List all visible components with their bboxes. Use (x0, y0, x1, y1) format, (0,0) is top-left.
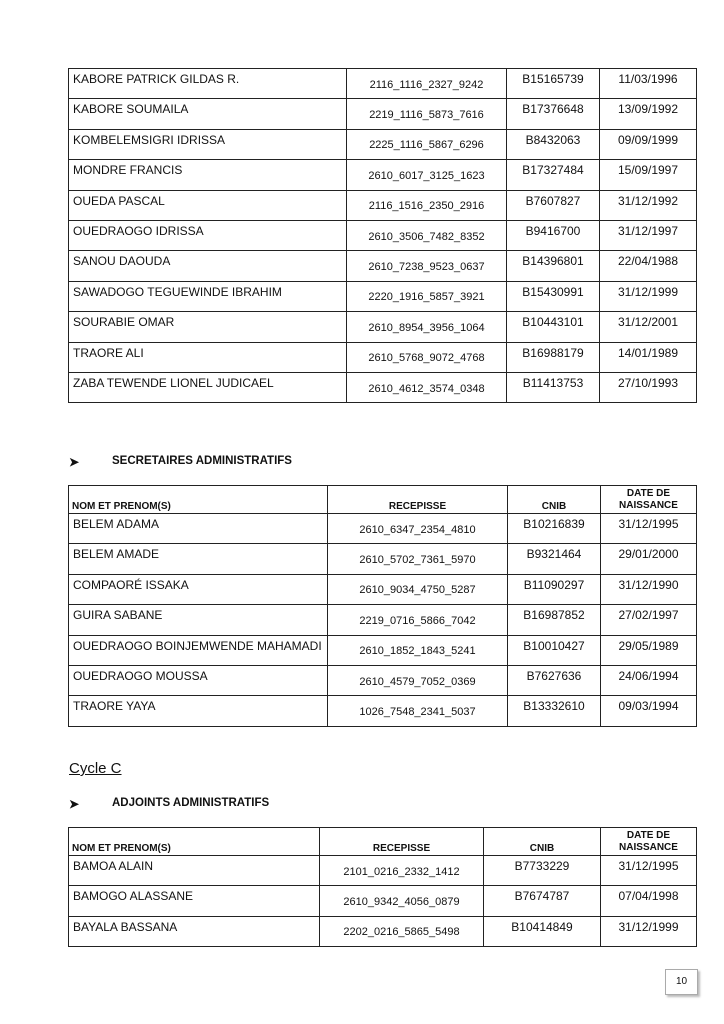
cell-name: SOURABIE OMAR (69, 312, 347, 342)
header-date-line2: NAISSANCE (619, 842, 678, 853)
cell-recepisse: 1026_7548_2341_5037 (328, 696, 508, 726)
header-date (601, 486, 697, 514)
candidates-table-1 (68, 68, 697, 403)
cell-date: 31/12/1990 (601, 574, 697, 604)
cell-recepisse: 2610_8954_3956_1064 (347, 312, 507, 342)
cell-name: GUIRA SABANE (69, 605, 328, 635)
cell-recepisse: 2116_1516_2350_2916 (347, 190, 507, 220)
cell-recepisse: 2610_4612_3574_0348 (347, 372, 507, 402)
cell-cnib: B9321464 (508, 544, 601, 574)
table-row (69, 372, 697, 402)
cell-name: BAYALA BASSANA (69, 916, 320, 946)
table-row (69, 342, 697, 372)
cell-date: 31/12/1999 (600, 281, 697, 311)
cell-name: BELEM ADAMA (69, 514, 328, 544)
cell-date: 31/12/1995 (601, 514, 697, 544)
cell-date: 11/03/1996 (600, 69, 697, 99)
header-cnib: CNIB (484, 828, 601, 856)
cell-date: 24/06/1994 (601, 665, 697, 695)
header-date-line2: NAISSANCE (619, 500, 678, 511)
cell-cnib: B10414849 (484, 916, 601, 946)
cell-name: BAMOGO ALASSANE (69, 886, 320, 916)
cell-cnib: B7607827 (507, 190, 600, 220)
cell-name: KOMBELEMSIGRI IDRISSA (69, 129, 347, 159)
cell-date: 14/01/1989 (600, 342, 697, 372)
cell-recepisse: 2202_0216_5865_5498 (320, 916, 484, 946)
table-row (69, 99, 697, 129)
cell-date: 31/12/1999 (601, 916, 697, 946)
cell-cnib: B8432063 (507, 129, 600, 159)
cell-date: 29/01/2000 (601, 544, 697, 574)
cell-recepisse: 2610_4579_7052_0369 (328, 665, 508, 695)
section-title: ADJOINTS ADMINISTRATIFS (112, 797, 270, 809)
table-body (69, 856, 697, 947)
table-row (69, 605, 697, 635)
cell-cnib: B7674787 (484, 886, 601, 916)
cell-recepisse: 2610_5702_7361_5970 (328, 544, 508, 574)
table-body (69, 514, 697, 727)
adjoints-table (68, 827, 697, 947)
cell-recepisse: 2219_0716_5866_7042 (328, 605, 508, 635)
cell-cnib: B16988179 (507, 342, 600, 372)
cell-recepisse: 2610_3506_7482_8352 (347, 220, 507, 250)
cell-cnib: B11090297 (508, 574, 601, 604)
cell-name: SANOU DAOUDA (69, 251, 347, 281)
table-row (69, 69, 697, 99)
cell-name: OUEDA PASCAL (69, 190, 347, 220)
cell-recepisse: 2225_1116_5867_6296 (347, 129, 507, 159)
bullet-arrow-icon: ➤ (69, 455, 80, 469)
table-row (69, 160, 697, 190)
table-row (69, 312, 697, 342)
cell-name: BAMOA ALAIN (69, 856, 320, 886)
table-row (69, 635, 697, 665)
cell-recepisse: 2610_9034_4750_5287 (328, 574, 508, 604)
cell-recepisse: 2610_6347_2354_4810 (328, 514, 508, 544)
table-row (69, 665, 697, 695)
header-cnib: CNIB (508, 486, 601, 514)
cell-date: 31/12/1997 (600, 220, 697, 250)
cell-name: TRAORE YAYA (69, 696, 328, 726)
cell-date: 07/04/1998 (601, 886, 697, 916)
cell-cnib: B14396801 (507, 251, 600, 281)
header-recepisse: RECEPISSE (320, 828, 484, 856)
cell-date: 31/12/1995 (601, 856, 697, 886)
cell-recepisse: 2116_1116_2327_9242 (347, 69, 507, 99)
table-row (69, 696, 697, 726)
table-header (69, 486, 697, 514)
header-name: NOM ET PRENOM(S) (69, 828, 320, 856)
cell-recepisse: 2610_1852_1843_5241 (328, 635, 508, 665)
cell-date: 31/12/1992 (600, 190, 697, 220)
cell-cnib: B15430991 (507, 281, 600, 311)
cell-date: 22/04/1988 (600, 251, 697, 281)
header-date (601, 828, 697, 856)
cell-name: ZABA TEWENDE LIONEL JUDICAEL (69, 372, 347, 402)
page-number: 10 (665, 969, 698, 995)
section-title: SECRETAIRES ADMINISTRATIFS (112, 455, 292, 467)
cell-recepisse: 2610_7238_9523_0637 (347, 251, 507, 281)
cell-date: 31/12/2001 (600, 312, 697, 342)
table-row (69, 220, 697, 250)
cell-cnib: B10443101 (507, 312, 600, 342)
secretaires-table (68, 485, 697, 727)
cell-date: 15/09/1997 (600, 160, 697, 190)
header-date-line1: DATE DE (626, 488, 671, 499)
cell-name: MONDRE FRANCIS (69, 160, 347, 190)
cell-name: KABORE PATRICK GILDAS R. (69, 69, 347, 99)
cell-date: 09/09/1999 (600, 129, 697, 159)
cell-cnib: B10010427 (508, 635, 601, 665)
cell-recepisse: 2219_1116_5873_7616 (347, 99, 507, 129)
cell-name: OUEDRAOGO BOINJEMWENDE MAHAMADI (69, 635, 328, 665)
cell-name: COMPAORÉ ISSAKA (69, 574, 328, 604)
table-row (69, 544, 697, 574)
cell-cnib: B7627636 (508, 665, 601, 695)
cell-name: KABORE SOUMAILA (69, 99, 347, 129)
header-date-line1: DATE DE (626, 830, 671, 841)
cell-recepisse: 2610_6017_3125_1623 (347, 160, 507, 190)
cell-cnib: B13332610 (508, 696, 601, 726)
table-row (69, 514, 697, 544)
cell-name: SAWADOGO TEGUEWINDE IBRAHIM (69, 281, 347, 311)
cell-date: 27/10/1993 (600, 372, 697, 402)
cell-cnib: B9416700 (507, 220, 600, 250)
cell-recepisse: 2610_5768_9072_4768 (347, 342, 507, 372)
cell-recepisse: 2101_0216_2332_1412 (320, 856, 484, 886)
table-row (69, 916, 697, 946)
table-row (69, 190, 697, 220)
table-row (69, 281, 697, 311)
cell-date: 13/09/1992 (600, 99, 697, 129)
table-row (69, 129, 697, 159)
cell-date: 09/03/1994 (601, 696, 697, 726)
cell-recepisse: 2220_1916_5857_3921 (347, 281, 507, 311)
bullet-arrow-icon: ➤ (69, 797, 80, 811)
cell-name: OUEDRAOGO IDRISSA (69, 220, 347, 250)
table-row (69, 251, 697, 281)
header-name: NOM ET PRENOM(S) (69, 486, 328, 514)
table-header (69, 828, 697, 856)
table-body (69, 69, 697, 403)
cell-cnib: B17327484 (507, 160, 600, 190)
header-recepisse: RECEPISSE (328, 486, 508, 514)
cell-cnib: B7733229 (484, 856, 601, 886)
cell-date: 29/05/1989 (601, 635, 697, 665)
cell-name: TRAORE ALI (69, 342, 347, 372)
cell-cnib: B15165739 (507, 69, 600, 99)
table-row (69, 886, 697, 916)
cell-name: OUEDRAOGO MOUSSA (69, 665, 328, 695)
cell-cnib: B17376648 (507, 99, 600, 129)
cell-cnib: B16987852 (508, 605, 601, 635)
cell-cnib: B11413753 (507, 372, 600, 402)
cell-name: BELEM AMADE (69, 544, 328, 574)
cell-recepisse: 2610_9342_4056_0879 (320, 886, 484, 916)
table-row (69, 574, 697, 604)
cycle-heading: Cycle C (69, 760, 122, 777)
cell-date: 27/02/1997 (601, 605, 697, 635)
cell-cnib: B10216839 (508, 514, 601, 544)
table-row (69, 856, 697, 886)
